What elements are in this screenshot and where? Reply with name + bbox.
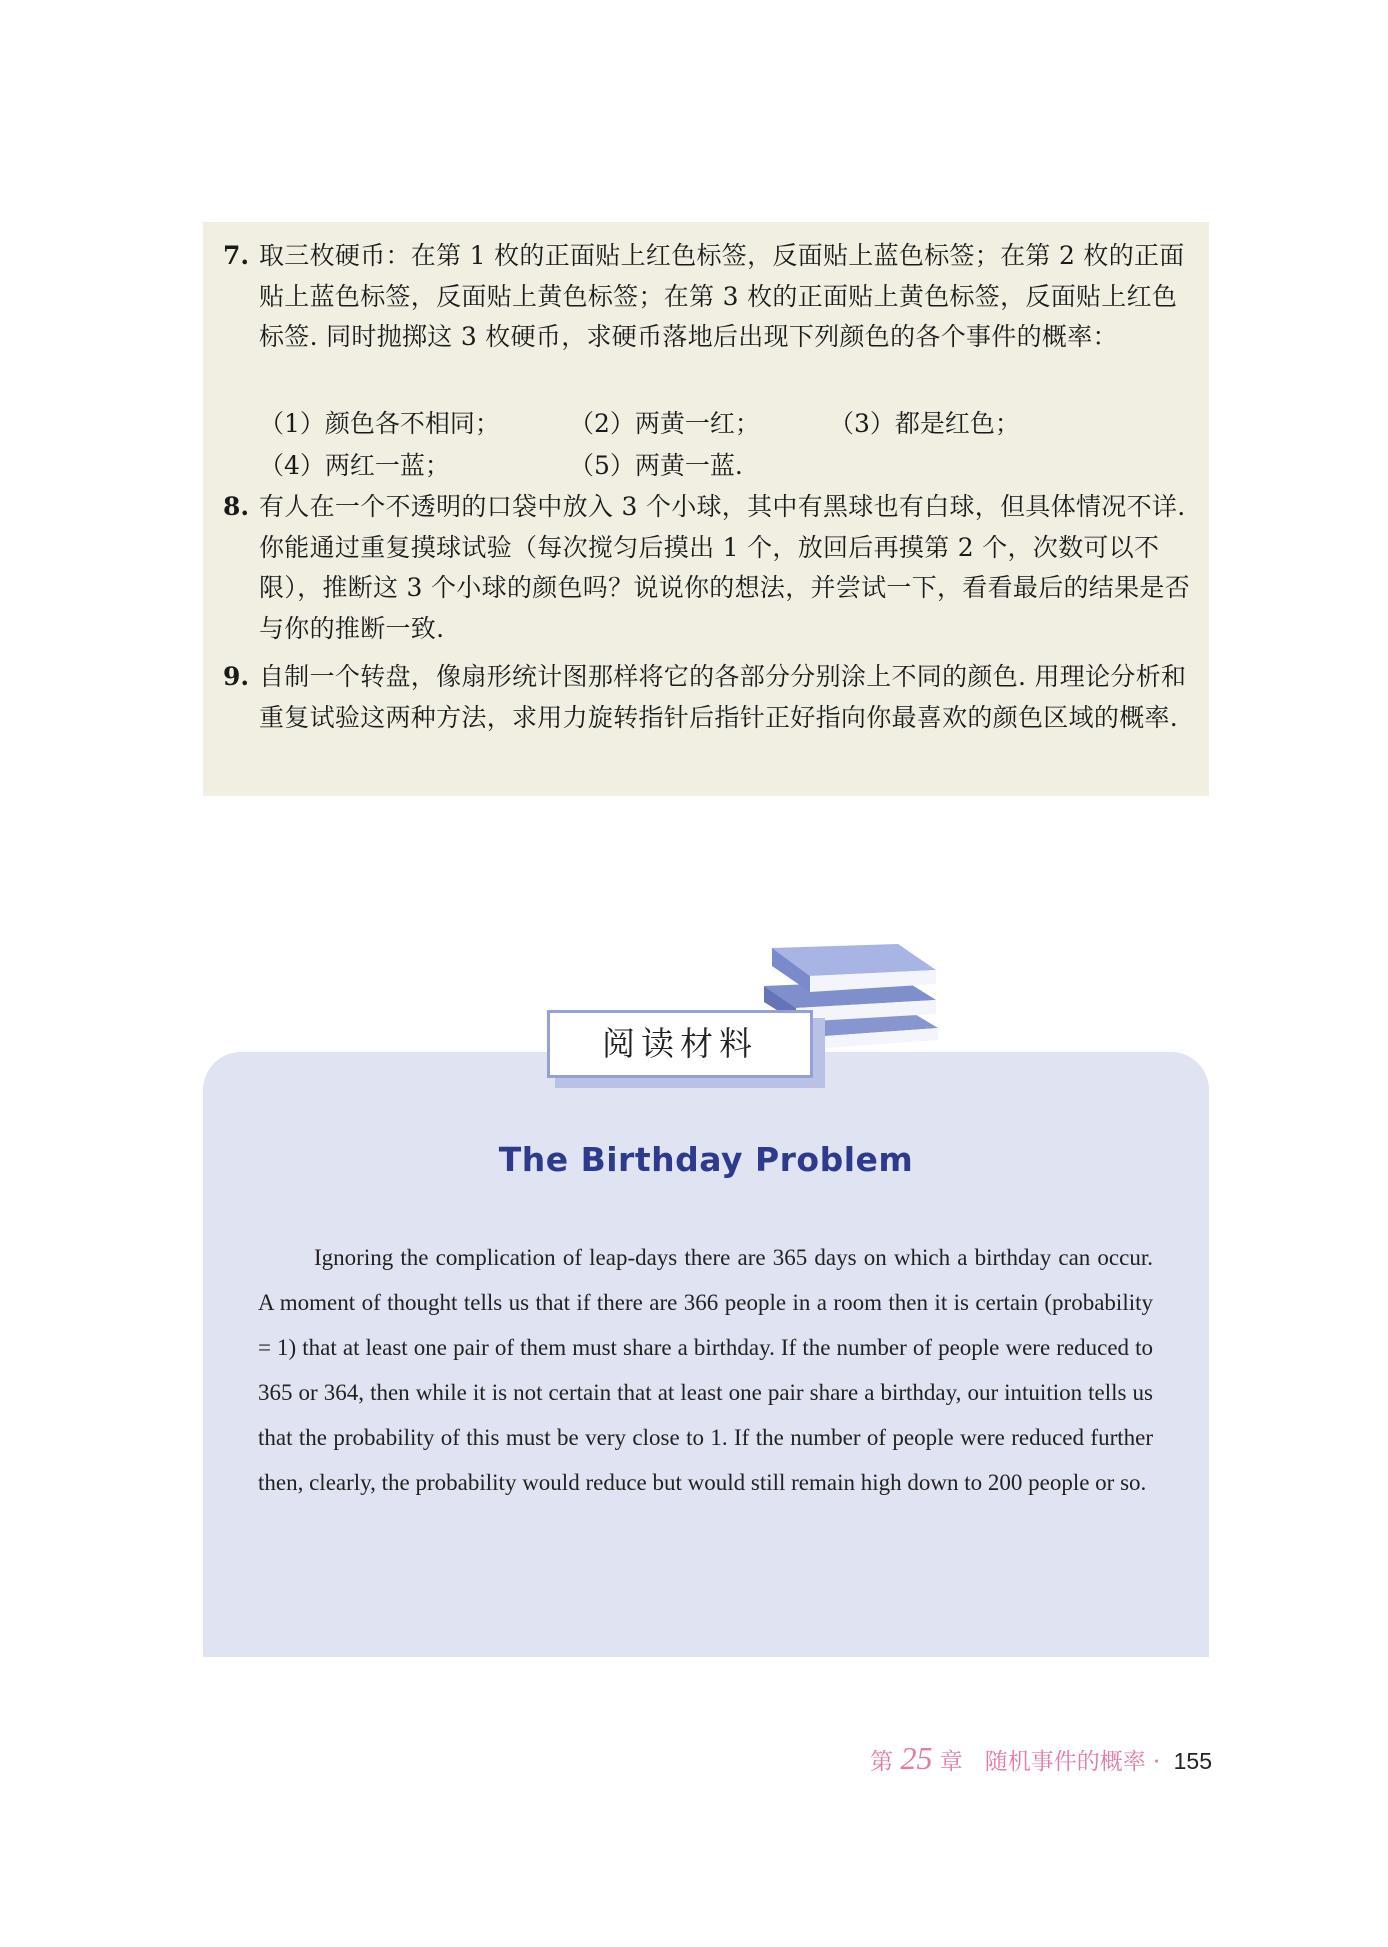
exercise-text: 取三枚硬币：在第 1 枚的正面贴上红色标签，反面贴上蓝色标签；在第 2 枚的正面贴上蓝色标签，反面贴上黄色标签；在第 3 枚的正面贴上黄色标签，反面贴上红色标签. 同时抛掷这 3 枚硬币，求硬币落地后出现下列颜色的各个事件的概率： [259, 241, 1185, 351]
chapter-prefix: 第 [870, 1749, 894, 1775]
exercise-number: 8. [223, 492, 250, 521]
chapter-title: 随机事件的概率 [984, 1749, 1146, 1775]
exercise-box [203, 222, 1209, 796]
page-number: 155 [1173, 1748, 1212, 1774]
article-title: The Birthday Problem [498, 1140, 914, 1179]
exercise-8 [223, 487, 1193, 649]
subitem: （2）两黄一红； [569, 409, 760, 438]
exercise-number: 9. [223, 662, 250, 691]
exercise-text: 自制一个转盘，像扇形统计图那样将它的各部分分别涂上不同的颜色. 用理论分析和重复试验这两种方法，求用力旋转指针后指针正好指向你最喜欢的颜色区域的概率. [259, 662, 1187, 732]
chapter-suffix: 章 [939, 1749, 963, 1775]
footer-separator: · [1153, 1749, 1161, 1775]
chapter-number: 25 [900, 1740, 933, 1776]
exercise-9 [223, 657, 1193, 738]
exercise-text: 有人在一个不透明的口袋中放入 3 个小球，其中有黑球也有白球，但具体情况不详. 你能通过重复摸球试验（每次搅匀后摸出 1 个，放回后再摸第 2 个，次数可以不限），推断这 3 个小球的颜色吗？说说你的想法，并尝试一下，看看最后的结果是否与你的推断一致. [259, 492, 1191, 643]
subitem: （3）都是红色； [829, 409, 1020, 438]
exercise-number: 7. [223, 241, 250, 270]
page-footer [870, 1740, 1212, 1777]
subitem: （1）颜色各不相同； [259, 409, 500, 438]
reading-label: 阅读材料 [547, 1010, 813, 1078]
article-body: Ignoring the complication of leap-days there are 365 days on which a birthday can occur. A moment of thought tells us that if there are 366 people in a room then it is certain (probability = 1) that at least one pair of them must share a birthday. If the number of people were reduced to 365 or 364, then while it is not certain that at least one pair share a birthday, our intuition tells us that the probability of this must be very close to 1. If the number of people were reduced further then, clearly, the probability would reduce but would still remain high down to 200 people or so. [258, 1245, 1153, 1495]
exercise-7 [223, 236, 1193, 358]
subitem: （4）两红一蓝； [259, 451, 450, 480]
subitem: （5）两黄一蓝. [569, 451, 743, 480]
